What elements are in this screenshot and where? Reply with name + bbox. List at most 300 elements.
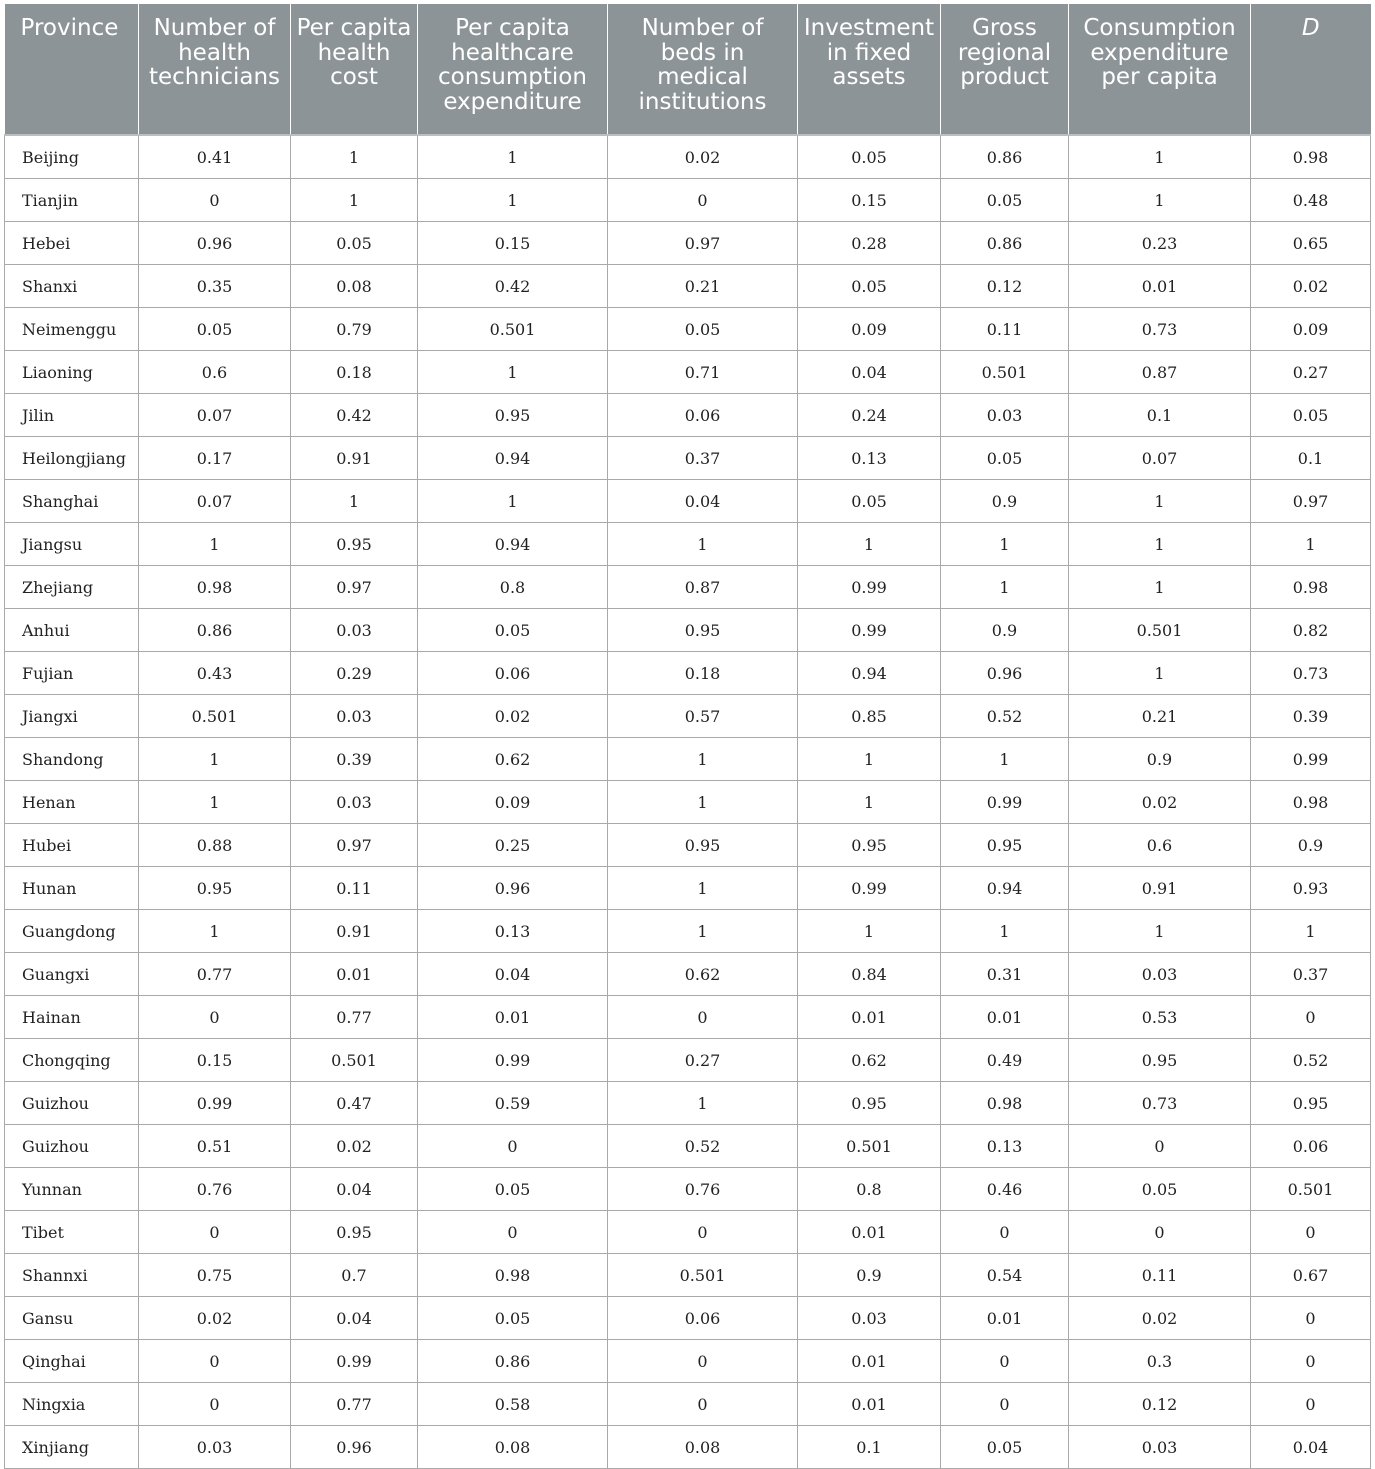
header-per-capita-health-cost: Per capita health cost — [291, 4, 418, 135]
header-healthcare-consumption: Per capita healthcare consumption expenditure — [418, 4, 608, 135]
province-cell: Ningxia — [5, 1383, 139, 1426]
healthcare-consumption-cell: 0.08 — [418, 1426, 608, 1469]
health-technicians-cell: 0.07 — [139, 394, 291, 437]
d-cell: 0 — [1251, 1211, 1371, 1254]
fixed-assets-cell: 0.01 — [798, 1340, 941, 1383]
health-cost-cell: 0.97 — [291, 824, 418, 867]
healthcare-consumption-cell: 0.59 — [418, 1082, 608, 1125]
consumption-cell: 1 — [1069, 566, 1251, 609]
province-cell: Hebei — [5, 222, 139, 265]
header-fixed-assets: Investment in fixed assets — [798, 4, 941, 135]
consumption-cell: 0.23 — [1069, 222, 1251, 265]
d-cell: 0 — [1251, 1297, 1371, 1340]
healthcare-consumption-cell: 0.04 — [418, 953, 608, 996]
gross-product-cell: 0.03 — [941, 394, 1069, 437]
health-cost-cell: 0.39 — [291, 738, 418, 781]
table-row — [5, 652, 1371, 695]
healthcare-consumption-cell: 0.58 — [418, 1383, 608, 1426]
fixed-assets-cell: 1 — [798, 910, 941, 953]
province-cell: Fujian — [5, 652, 139, 695]
health-cost-cell: 0.29 — [291, 652, 418, 695]
health-technicians-cell: 0.88 — [139, 824, 291, 867]
healthcare-consumption-cell: 0.501 — [418, 308, 608, 351]
header-health-technicians: Number of health technicians — [139, 4, 291, 135]
beds-cell: 0.87 — [608, 566, 798, 609]
consumption-cell: 0.87 — [1069, 351, 1251, 394]
province-cell: Guizhou — [5, 1082, 139, 1125]
header-beds: Number of beds in medical institutions — [608, 4, 798, 135]
consumption-cell: 0.01 — [1069, 265, 1251, 308]
healthcare-consumption-cell: 0 — [418, 1211, 608, 1254]
gross-product-cell: 0.05 — [941, 179, 1069, 222]
table-row — [5, 523, 1371, 566]
health-cost-cell: 0.7 — [291, 1254, 418, 1297]
consumption-cell: 0.6 — [1069, 824, 1251, 867]
province-cell: Jiangxi — [5, 695, 139, 738]
province-cell: Jilin — [5, 394, 139, 437]
province-cell: Shandong — [5, 738, 139, 781]
health-cost-cell: 0.501 — [291, 1039, 418, 1082]
d-cell: 0.98 — [1251, 566, 1371, 609]
health-cost-cell: 0.42 — [291, 394, 418, 437]
gross-product-cell: 0.86 — [941, 222, 1069, 265]
table-row — [5, 566, 1371, 609]
province-cell: Qinghai — [5, 1340, 139, 1383]
health-cost-cell: 0.95 — [291, 523, 418, 566]
table-row — [5, 135, 1371, 179]
table-header — [5, 4, 1371, 135]
table-row — [5, 351, 1371, 394]
d-cell: 0.99 — [1251, 738, 1371, 781]
fixed-assets-cell: 0.01 — [798, 996, 941, 1039]
health-technicians-cell: 0.99 — [139, 1082, 291, 1125]
table-row — [5, 308, 1371, 351]
province-cell: Liaoning — [5, 351, 139, 394]
consumption-cell: 0.21 — [1069, 695, 1251, 738]
beds-cell: 0 — [608, 1383, 798, 1426]
consumption-cell: 0.73 — [1069, 1082, 1251, 1125]
province-cell: Chongqing — [5, 1039, 139, 1082]
healthcare-consumption-cell: 1 — [418, 179, 608, 222]
province-cell: Xinjiang — [5, 1426, 139, 1469]
gross-product-cell: 0.95 — [941, 824, 1069, 867]
table-row — [5, 1254, 1371, 1297]
healthcare-consumption-cell: 0.42 — [418, 265, 608, 308]
d-cell: 0.9 — [1251, 824, 1371, 867]
healthcare-consumption-cell: 0.95 — [418, 394, 608, 437]
health-cost-cell: 0.02 — [291, 1125, 418, 1168]
beds-cell: 0.05 — [608, 308, 798, 351]
province-cell: Guangxi — [5, 953, 139, 996]
table-row — [5, 222, 1371, 265]
table-row — [5, 1125, 1371, 1168]
d-cell: 0.05 — [1251, 394, 1371, 437]
province-cell: Guizhou — [5, 1125, 139, 1168]
fixed-assets-cell: 1 — [798, 781, 941, 824]
table-row — [5, 437, 1371, 480]
health-technicians-cell: 0.15 — [139, 1039, 291, 1082]
d-cell: 0.1 — [1251, 437, 1371, 480]
header-consumption-expenditure: Consumption expenditure per capita — [1069, 4, 1251, 135]
gross-product-cell: 0 — [941, 1211, 1069, 1254]
beds-cell: 0.95 — [608, 609, 798, 652]
province-cell: Anhui — [5, 609, 139, 652]
health-cost-cell: 0.91 — [291, 910, 418, 953]
healthcare-consumption-cell: 0 — [418, 1125, 608, 1168]
consumption-cell: 0.11 — [1069, 1254, 1251, 1297]
beds-cell: 0.62 — [608, 953, 798, 996]
gross-product-cell: 1 — [941, 523, 1069, 566]
fixed-assets-cell: 1 — [798, 738, 941, 781]
beds-cell: 0.95 — [608, 824, 798, 867]
consumption-cell: 0.03 — [1069, 1426, 1251, 1469]
table-row — [5, 480, 1371, 523]
gross-product-cell: 0.99 — [941, 781, 1069, 824]
province-cell: Hubei — [5, 824, 139, 867]
table-row — [5, 996, 1371, 1039]
healthcare-consumption-cell: 0.05 — [418, 1168, 608, 1211]
gross-product-cell: 0.05 — [941, 1426, 1069, 1469]
healthcare-consumption-cell: 0.02 — [418, 695, 608, 738]
health-cost-cell: 1 — [291, 135, 418, 179]
health-technicians-cell: 0.51 — [139, 1125, 291, 1168]
beds-cell: 0.08 — [608, 1426, 798, 1469]
consumption-cell: 0.02 — [1069, 781, 1251, 824]
province-cell: Guangdong — [5, 910, 139, 953]
header-row — [5, 4, 1371, 135]
province-indicator-table — [4, 4, 1371, 1469]
health-technicians-cell: 0 — [139, 179, 291, 222]
gross-product-cell: 0.13 — [941, 1125, 1069, 1168]
d-cell: 0.27 — [1251, 351, 1371, 394]
header-gross-regional-product: Gross regional product — [941, 4, 1069, 135]
table-row — [5, 1340, 1371, 1383]
health-technicians-cell: 0.07 — [139, 480, 291, 523]
d-cell: 0.98 — [1251, 135, 1371, 179]
d-cell: 0.501 — [1251, 1168, 1371, 1211]
fixed-assets-cell: 0.01 — [798, 1383, 941, 1426]
healthcare-consumption-cell: 0.94 — [418, 437, 608, 480]
health-cost-cell: 0.03 — [291, 609, 418, 652]
healthcare-consumption-cell: 1 — [418, 351, 608, 394]
healthcare-consumption-cell: 0.13 — [418, 910, 608, 953]
consumption-cell: 0.91 — [1069, 867, 1251, 910]
table-row — [5, 824, 1371, 867]
gross-product-cell: 0 — [941, 1383, 1069, 1426]
d-cell: 0.67 — [1251, 1254, 1371, 1297]
gross-product-cell: 0.501 — [941, 351, 1069, 394]
consumption-cell: 0.95 — [1069, 1039, 1251, 1082]
health-technicians-cell: 0.75 — [139, 1254, 291, 1297]
beds-cell: 1 — [608, 910, 798, 953]
gross-product-cell: 0.86 — [941, 135, 1069, 179]
health-technicians-cell: 0.77 — [139, 953, 291, 996]
health-cost-cell: 0.79 — [291, 308, 418, 351]
d-cell: 0.98 — [1251, 781, 1371, 824]
table-row — [5, 265, 1371, 308]
fixed-assets-cell: 0.84 — [798, 953, 941, 996]
fixed-assets-cell: 0.05 — [798, 480, 941, 523]
healthcare-consumption-cell: 0.05 — [418, 609, 608, 652]
fixed-assets-cell: 0.95 — [798, 1082, 941, 1125]
health-cost-cell: 0.11 — [291, 867, 418, 910]
health-technicians-cell: 0.17 — [139, 437, 291, 480]
gross-product-cell: 0.01 — [941, 1297, 1069, 1340]
data-table-container — [4, 4, 1370, 1469]
beds-cell: 0 — [608, 1211, 798, 1254]
table-row — [5, 738, 1371, 781]
beds-cell: 0.52 — [608, 1125, 798, 1168]
consumption-cell: 0.53 — [1069, 996, 1251, 1039]
health-technicians-cell: 0.95 — [139, 867, 291, 910]
health-technicians-cell: 0.86 — [139, 609, 291, 652]
healthcare-consumption-cell: 0.86 — [418, 1340, 608, 1383]
province-cell: Henan — [5, 781, 139, 824]
province-cell: Hainan — [5, 996, 139, 1039]
gross-product-cell: 0.46 — [941, 1168, 1069, 1211]
healthcare-consumption-cell: 1 — [418, 480, 608, 523]
beds-cell: 1 — [608, 781, 798, 824]
province-cell: Tianjin — [5, 179, 139, 222]
table-row — [5, 781, 1371, 824]
gross-product-cell: 1 — [941, 738, 1069, 781]
health-technicians-cell: 0.6 — [139, 351, 291, 394]
health-technicians-cell: 0.43 — [139, 652, 291, 695]
health-cost-cell: 0.91 — [291, 437, 418, 480]
fixed-assets-cell: 0.03 — [798, 1297, 941, 1340]
gross-product-cell: 0.05 — [941, 437, 1069, 480]
beds-cell: 1 — [608, 738, 798, 781]
health-technicians-cell: 0 — [139, 1383, 291, 1426]
d-cell: 0.04 — [1251, 1426, 1371, 1469]
beds-cell: 0.57 — [608, 695, 798, 738]
gross-product-cell: 0.52 — [941, 695, 1069, 738]
province-cell: Shanghai — [5, 480, 139, 523]
health-technicians-cell: 1 — [139, 910, 291, 953]
health-cost-cell: 0.05 — [291, 222, 418, 265]
health-cost-cell: 0.04 — [291, 1168, 418, 1211]
health-cost-cell: 1 — [291, 179, 418, 222]
health-technicians-cell: 0.76 — [139, 1168, 291, 1211]
fixed-assets-cell: 0.28 — [798, 222, 941, 265]
healthcare-consumption-cell: 0.05 — [418, 1297, 608, 1340]
fixed-assets-cell: 0.99 — [798, 566, 941, 609]
d-cell: 0.95 — [1251, 1082, 1371, 1125]
consumption-cell: 0.3 — [1069, 1340, 1251, 1383]
table-row — [5, 1297, 1371, 1340]
d-cell: 0.09 — [1251, 308, 1371, 351]
table-row — [5, 867, 1371, 910]
healthcare-consumption-cell: 0.09 — [418, 781, 608, 824]
beds-cell: 1 — [608, 1082, 798, 1125]
healthcare-consumption-cell: 0.8 — [418, 566, 608, 609]
fixed-assets-cell: 0.62 — [798, 1039, 941, 1082]
health-technicians-cell: 0.98 — [139, 566, 291, 609]
province-cell: Yunnan — [5, 1168, 139, 1211]
beds-cell: 1 — [608, 523, 798, 566]
beds-cell: 0 — [608, 1340, 798, 1383]
d-cell: 0.82 — [1251, 609, 1371, 652]
header-d: D — [1251, 4, 1371, 135]
consumption-cell: 1 — [1069, 523, 1251, 566]
consumption-cell: 1 — [1069, 910, 1251, 953]
consumption-cell: 0.05 — [1069, 1168, 1251, 1211]
health-cost-cell: 0.47 — [291, 1082, 418, 1125]
beds-cell: 0 — [608, 179, 798, 222]
consumption-cell: 0.1 — [1069, 394, 1251, 437]
health-technicians-cell: 1 — [139, 523, 291, 566]
consumption-cell: 0.03 — [1069, 953, 1251, 996]
table-row — [5, 1168, 1371, 1211]
beds-cell: 0.27 — [608, 1039, 798, 1082]
beds-cell: 0.06 — [608, 394, 798, 437]
fixed-assets-cell: 0.8 — [798, 1168, 941, 1211]
consumption-cell: 0.07 — [1069, 437, 1251, 480]
d-cell: 0.93 — [1251, 867, 1371, 910]
fixed-assets-cell: 0.05 — [798, 265, 941, 308]
table-row — [5, 1211, 1371, 1254]
health-technicians-cell: 0.96 — [139, 222, 291, 265]
health-technicians-cell: 1 — [139, 738, 291, 781]
health-cost-cell: 1 — [291, 480, 418, 523]
healthcare-consumption-cell: 0.62 — [418, 738, 608, 781]
fixed-assets-cell: 0.04 — [798, 351, 941, 394]
gross-product-cell: 0.01 — [941, 996, 1069, 1039]
healthcare-consumption-cell: 0.01 — [418, 996, 608, 1039]
d-cell: 1 — [1251, 910, 1371, 953]
gross-product-cell: 0.9 — [941, 609, 1069, 652]
fixed-assets-cell: 0.94 — [798, 652, 941, 695]
health-cost-cell: 0.99 — [291, 1340, 418, 1383]
fixed-assets-cell: 0.99 — [798, 867, 941, 910]
gross-product-cell: 0.96 — [941, 652, 1069, 695]
gross-product-cell: 0.49 — [941, 1039, 1069, 1082]
province-cell: Neimenggu — [5, 308, 139, 351]
beds-cell: 0.76 — [608, 1168, 798, 1211]
d-cell: 0.73 — [1251, 652, 1371, 695]
health-technicians-cell: 0.05 — [139, 308, 291, 351]
health-technicians-cell: 0 — [139, 1211, 291, 1254]
health-technicians-cell: 0 — [139, 996, 291, 1039]
fixed-assets-cell: 0.9 — [798, 1254, 941, 1297]
fixed-assets-cell: 0.501 — [798, 1125, 941, 1168]
consumption-cell: 1 — [1069, 652, 1251, 695]
consumption-cell: 1 — [1069, 179, 1251, 222]
beds-cell: 0.21 — [608, 265, 798, 308]
d-cell: 0.48 — [1251, 179, 1371, 222]
health-technicians-cell: 0 — [139, 1340, 291, 1383]
healthcare-consumption-cell: 0.94 — [418, 523, 608, 566]
province-cell: Shanxi — [5, 265, 139, 308]
d-cell: 0.65 — [1251, 222, 1371, 265]
health-technicians-cell: 0.02 — [139, 1297, 291, 1340]
gross-product-cell: 0.9 — [941, 480, 1069, 523]
d-cell: 0.06 — [1251, 1125, 1371, 1168]
gross-product-cell: 0.94 — [941, 867, 1069, 910]
fixed-assets-cell: 0.05 — [798, 135, 941, 179]
consumption-cell: 0 — [1069, 1211, 1251, 1254]
fixed-assets-cell: 0.09 — [798, 308, 941, 351]
fixed-assets-cell: 0.01 — [798, 1211, 941, 1254]
health-cost-cell: 0.03 — [291, 781, 418, 824]
fixed-assets-cell: 0.99 — [798, 609, 941, 652]
table-row — [5, 394, 1371, 437]
gross-product-cell: 0.11 — [941, 308, 1069, 351]
beds-cell: 0.06 — [608, 1297, 798, 1340]
d-cell: 0.37 — [1251, 953, 1371, 996]
consumption-cell: 0.501 — [1069, 609, 1251, 652]
d-cell: 1 — [1251, 523, 1371, 566]
fixed-assets-cell: 0.13 — [798, 437, 941, 480]
province-cell: Heilongjiang — [5, 437, 139, 480]
consumption-cell: 0.73 — [1069, 308, 1251, 351]
d-cell: 0.39 — [1251, 695, 1371, 738]
beds-cell: 0 — [608, 996, 798, 1039]
beds-cell: 1 — [608, 867, 798, 910]
province-cell: Hunan — [5, 867, 139, 910]
table-row — [5, 1082, 1371, 1125]
health-technicians-cell: 0.501 — [139, 695, 291, 738]
table-row — [5, 910, 1371, 953]
fixed-assets-cell: 0.24 — [798, 394, 941, 437]
gross-product-cell: 0.54 — [941, 1254, 1069, 1297]
gross-product-cell: 0.31 — [941, 953, 1069, 996]
consumption-cell: 1 — [1069, 480, 1251, 523]
beds-cell: 0.71 — [608, 351, 798, 394]
health-cost-cell: 0.95 — [291, 1211, 418, 1254]
gross-product-cell: 0 — [941, 1340, 1069, 1383]
province-cell: Gansu — [5, 1297, 139, 1340]
health-cost-cell: 0.77 — [291, 996, 418, 1039]
health-cost-cell: 0.77 — [291, 1383, 418, 1426]
beds-cell: 0.501 — [608, 1254, 798, 1297]
consumption-cell: 0 — [1069, 1125, 1251, 1168]
province-cell: Shannxi — [5, 1254, 139, 1297]
beds-cell: 0.37 — [608, 437, 798, 480]
healthcare-consumption-cell: 0.99 — [418, 1039, 608, 1082]
healthcare-consumption-cell: 0.15 — [418, 222, 608, 265]
health-cost-cell: 0.01 — [291, 953, 418, 996]
table-row — [5, 1426, 1371, 1469]
d-cell: 0 — [1251, 1340, 1371, 1383]
health-technicians-cell: 1 — [139, 781, 291, 824]
d-cell: 0 — [1251, 996, 1371, 1039]
beds-cell: 0.02 — [608, 135, 798, 179]
healthcare-consumption-cell: 0.06 — [418, 652, 608, 695]
table-row — [5, 953, 1371, 996]
fixed-assets-cell: 0.95 — [798, 824, 941, 867]
province-cell: Zhejiang — [5, 566, 139, 609]
d-cell: 0.02 — [1251, 265, 1371, 308]
health-cost-cell: 0.18 — [291, 351, 418, 394]
beds-cell: 0.97 — [608, 222, 798, 265]
health-cost-cell: 0.04 — [291, 1297, 418, 1340]
consumption-cell: 1 — [1069, 135, 1251, 179]
health-technicians-cell: 0.41 — [139, 135, 291, 179]
health-technicians-cell: 0.35 — [139, 265, 291, 308]
fixed-assets-cell: 0.85 — [798, 695, 941, 738]
province-cell: Beijing — [5, 135, 139, 179]
table-row — [5, 1383, 1371, 1426]
health-technicians-cell: 0.03 — [139, 1426, 291, 1469]
d-cell: 0.97 — [1251, 480, 1371, 523]
fixed-assets-cell: 0.15 — [798, 179, 941, 222]
healthcare-consumption-cell: 0.98 — [418, 1254, 608, 1297]
beds-cell: 0.18 — [608, 652, 798, 695]
healthcare-consumption-cell: 0.25 — [418, 824, 608, 867]
fixed-assets-cell: 0.1 — [798, 1426, 941, 1469]
consumption-cell: 0.9 — [1069, 738, 1251, 781]
